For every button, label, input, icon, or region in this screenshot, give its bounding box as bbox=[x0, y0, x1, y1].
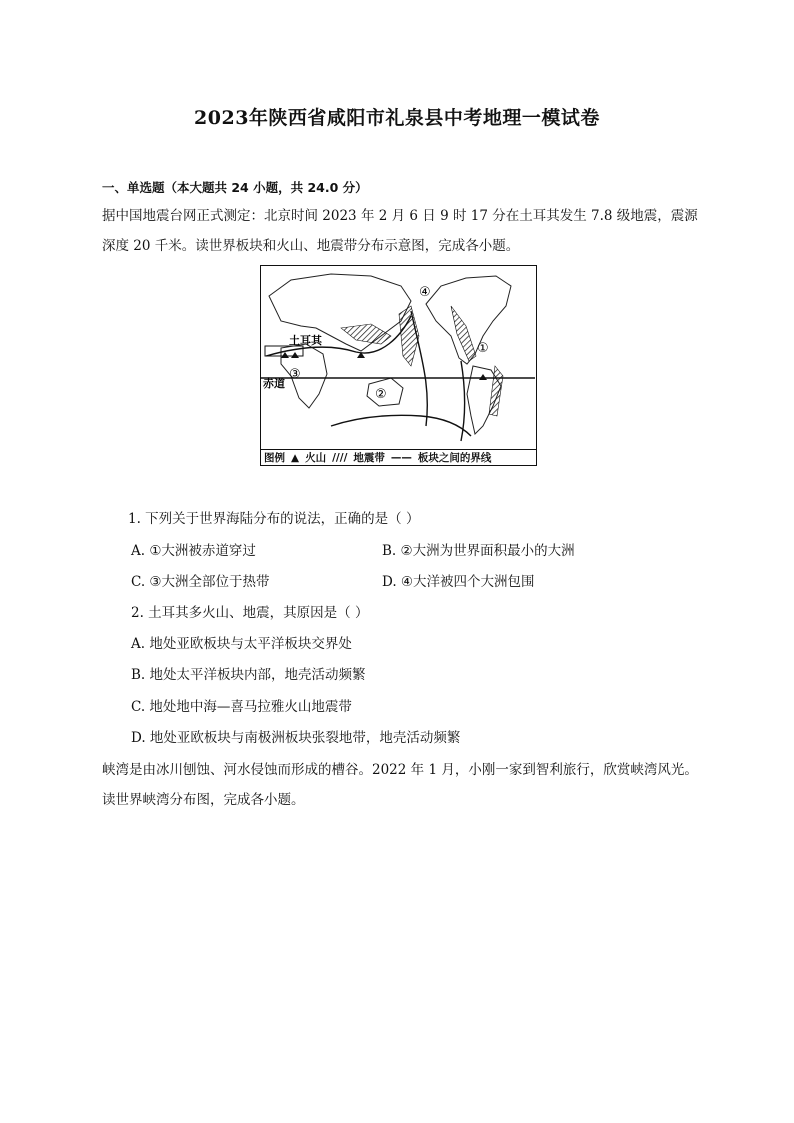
world-plate-map bbox=[260, 265, 537, 466]
question-1-option-d[interactable]: D. ④大洋被四个大洲包围 bbox=[382, 574, 535, 590]
map-marker-2: ② bbox=[375, 387, 387, 402]
question-2-option-a[interactable]: A. 地处亚欧板块与太平洋板块交界处 bbox=[131, 636, 352, 652]
map-drawing bbox=[261, 266, 535, 449]
boundary-legend-icon: —— bbox=[390, 451, 412, 464]
question-1-option-c[interactable]: C. ③大洲全部位于热带 bbox=[131, 574, 270, 590]
question-2-stem: 2. 土耳其多火山、地震，其原因是（ ） bbox=[131, 605, 369, 621]
question-2-option-c[interactable]: C. 地处地中海—喜马拉雅火山地震带 bbox=[131, 699, 352, 715]
intro-line-2: 深度 20 千米。读世界板块和火山、地震带分布示意图，完成各小题。 bbox=[102, 238, 520, 254]
volcano-mark bbox=[291, 352, 299, 358]
map-label-turkey: 土耳其 bbox=[289, 334, 322, 347]
question-1-option-a[interactable]: A. ①大洲被赤道穿过 bbox=[131, 543, 256, 559]
volcano-legend-icon: ▲ bbox=[291, 451, 300, 464]
quake-belt bbox=[489, 366, 503, 416]
map-marker-4: ④ bbox=[419, 285, 431, 300]
volcano-mark bbox=[281, 352, 289, 358]
question-2-option-d[interactable]: D. 地处亚欧板块与南极洲板块张裂地带，地壳活动频繁 bbox=[131, 730, 461, 746]
map-label-equator: 赤道 bbox=[263, 377, 285, 390]
quake-belt bbox=[341, 324, 391, 344]
question-1-stem: 1. 下列关于世界海陆分布的说法，正确的是（ ） bbox=[128, 511, 420, 527]
volcano-mark bbox=[479, 374, 487, 380]
section-heading: 一、单选题（本大题共 24 小题，共 24.0 分） bbox=[102, 180, 368, 195]
outro-line-2: 读世界峡湾分布图，完成各小题。 bbox=[102, 792, 305, 808]
question-2-option-b[interactable]: B. 地处太平洋板块内部，地壳活动频繁 bbox=[131, 667, 366, 683]
question-1-option-b[interactable]: B. ②大洲为世界面积最小的大洲 bbox=[382, 543, 575, 559]
legend-title: 图例 bbox=[264, 452, 285, 464]
quake-legend-icon: //// bbox=[332, 451, 348, 464]
map-marker-1: ① bbox=[477, 341, 489, 356]
quake-belt bbox=[399, 306, 419, 366]
legend-volcano: 火山 bbox=[305, 452, 327, 464]
page-title: 2023年陕西省咸阳市礼泉县中考地理一模试卷 bbox=[194, 107, 600, 129]
legend-boundary: 板块之间的界线 bbox=[417, 452, 492, 464]
map-marker-3: ③ bbox=[289, 367, 301, 382]
plate-boundary bbox=[331, 415, 471, 436]
map-legend bbox=[261, 449, 536, 465]
outro-line-1: 峡湾是由冰川刨蚀、河水侵蚀而形成的槽谷。2022 年 1 月，小刚一家到智利旅行，欣赏峡湾风光。 bbox=[102, 762, 698, 778]
quake-belt bbox=[451, 306, 476, 361]
legend-quake: 地震带 bbox=[353, 452, 385, 464]
africa-shape bbox=[281, 344, 327, 408]
intro-line-1: 据中国地震台网正式测定：北京时间 2023 年 2 月 6 日 9 时 17 分在土耳其发生 7.8 级地震，震源 bbox=[102, 208, 698, 224]
